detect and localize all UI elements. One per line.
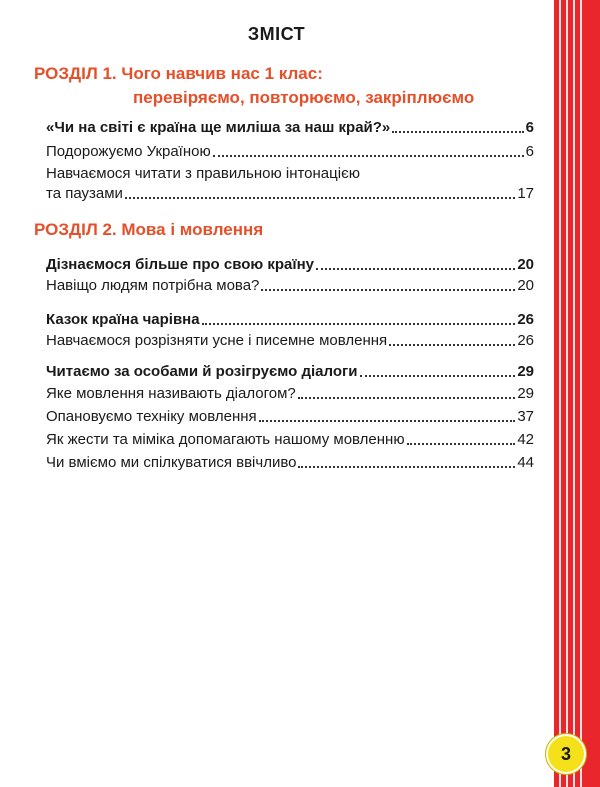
leader-dots bbox=[389, 344, 515, 346]
leader-dots bbox=[392, 131, 523, 133]
toc-entry-page: 17 bbox=[517, 185, 534, 202]
page-number-badge: 3 bbox=[545, 733, 587, 775]
page-title: ЗМІСТ bbox=[247, 24, 306, 44]
leader-dots bbox=[213, 155, 524, 157]
leader-dots bbox=[202, 323, 516, 325]
leader-dots bbox=[407, 443, 516, 445]
toc-entry-page: 6 bbox=[525, 143, 534, 160]
section-1-heading-line1: РОЗДІЛ 1. Чого навчив нас 1 клас: bbox=[34, 64, 323, 83]
toc-entry-title: Казок країна чарівна bbox=[46, 311, 200, 328]
toc-entry-page: 26 bbox=[517, 332, 534, 349]
toc-entry-page: 44 bbox=[517, 454, 534, 471]
toc-entry-title: та паузами bbox=[46, 185, 123, 202]
toc-entry[interactable] bbox=[46, 276, 534, 296]
toc-entry[interactable] bbox=[46, 142, 534, 162]
leader-dots bbox=[259, 420, 516, 422]
toc-entry-page: 29 bbox=[517, 385, 534, 402]
leader-dots bbox=[316, 268, 515, 270]
toc-entry-title: Читаємо за особами й розігруємо діалоги bbox=[46, 363, 358, 380]
leader-dots bbox=[298, 466, 515, 468]
toc-entry-page: 6 bbox=[525, 119, 534, 136]
toc-entry[interactable] bbox=[46, 384, 534, 404]
section-2-heading-line1: РОЗДІЛ 2. Мова і мовлення bbox=[34, 220, 264, 239]
leader-dots bbox=[125, 197, 515, 199]
toc-entry[interactable] bbox=[46, 331, 534, 351]
toc-entry[interactable] bbox=[46, 310, 534, 330]
section-2-heading bbox=[34, 218, 263, 242]
toc-entry[interactable] bbox=[46, 255, 534, 275]
toc-entry-page: 29 bbox=[517, 363, 534, 380]
leader-dots bbox=[298, 397, 516, 399]
toc-entry-title: Чи вміємо ми спілкуватися ввічливо bbox=[46, 454, 297, 471]
toc-entry[interactable] bbox=[46, 118, 534, 138]
leader-dots bbox=[261, 289, 515, 291]
toc-entry-title-line1: Навчаємося читати з правильною інтонацією bbox=[46, 165, 360, 182]
toc-entry-page: 26 bbox=[517, 311, 534, 328]
toc-entry[interactable] bbox=[46, 453, 534, 473]
toc-entry-title: Дізнаємося більше про свою країну bbox=[46, 256, 315, 273]
toc-entry-title: «Чи на світі є країна ще миліша за наш край?» bbox=[46, 119, 391, 136]
toc-entry-page: 42 bbox=[517, 431, 534, 448]
section-1-heading-line2: перевіряємо, повторюємо, закріплюємо bbox=[133, 88, 475, 107]
leader-dots bbox=[360, 375, 516, 377]
toc-entry[interactable] bbox=[46, 362, 534, 382]
toc-entry[interactable] bbox=[46, 407, 534, 427]
toc-entry-page: 37 bbox=[517, 408, 534, 425]
toc-entry-page: 20 bbox=[517, 277, 534, 294]
toc-entry-title: Опановуємо техніку мовлення bbox=[46, 408, 257, 425]
toc-entry-title: Яке мовлення називають діалогом? bbox=[46, 385, 296, 402]
toc-entry-title: Як жести та міміка допомагають нашому мовленню bbox=[46, 431, 405, 448]
decorative-red-stripes bbox=[554, 0, 600, 787]
toc-entry-title: Навчаємося розрізняти усне і писемне мовлення bbox=[46, 332, 388, 349]
section-1-heading bbox=[34, 62, 474, 110]
toc-entry-title: Подорожуємо Україною bbox=[46, 143, 211, 160]
toc-entry[interactable] bbox=[46, 184, 534, 204]
toc-entry-title: Навіщо людям потрібна мова? bbox=[46, 277, 260, 294]
toc-entry-page: 20 bbox=[517, 256, 534, 273]
toc-entry[interactable] bbox=[46, 430, 534, 450]
